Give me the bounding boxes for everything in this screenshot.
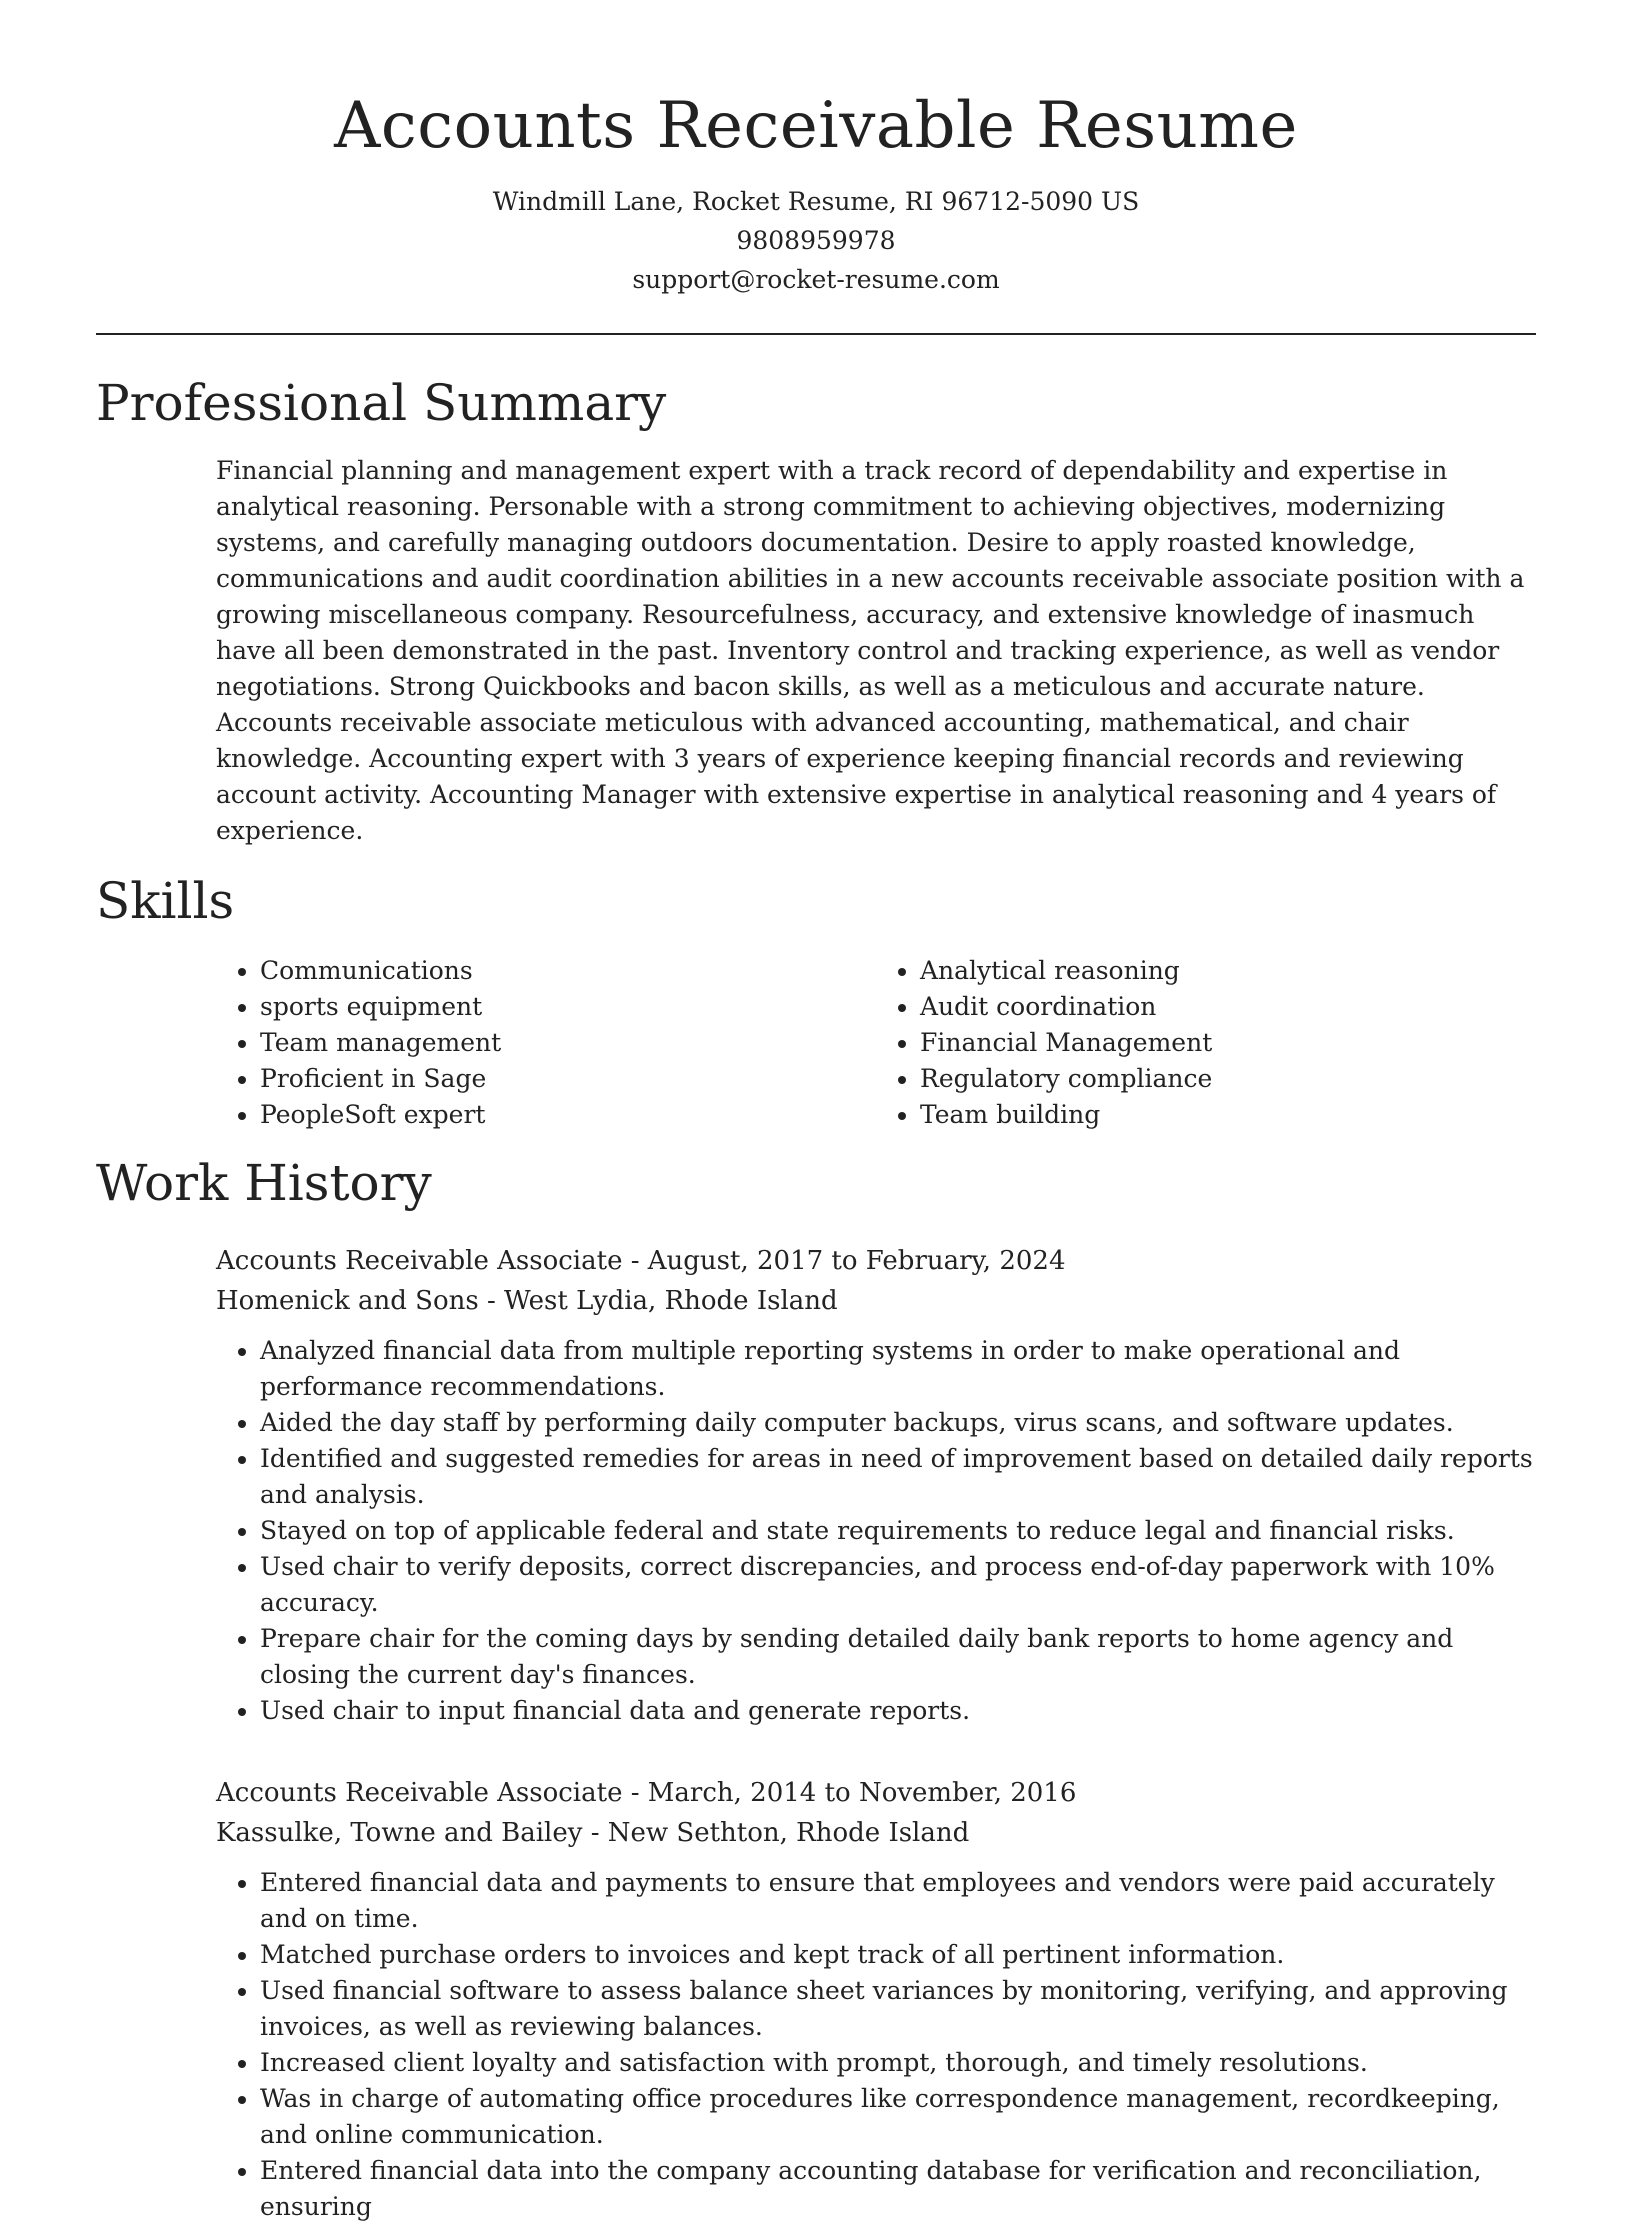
contact-info: [96, 182, 1536, 299]
resume-page: [96, 0, 1536, 2225]
employer-line: [216, 1281, 1536, 1321]
skill-item: • Proficient in Sage: [260, 1061, 876, 1097]
job-bullet: • Analyzed financial data from multiple reporting systems in order to make operational and performance recommendations.: [260, 1333, 1536, 1405]
job-entry: [216, 1241, 1536, 1729]
resume-title: Accounts Receivable Resume: [334, 89, 1298, 163]
phone: 9808959978: [736, 226, 896, 255]
job-bullet: • Used chair to verify deposits, correct discrepancies, and process end-of-day paperwork with 10% accuracy.: [260, 1549, 1536, 1621]
skill-item: • Regulatory compliance: [920, 1061, 1536, 1097]
skill-item: • Financial Management: [920, 1025, 1536, 1061]
skill-item: • Team management: [260, 1025, 876, 1061]
work-history-heading: Work History: [96, 1154, 432, 1212]
skill-item: • Communications: [260, 953, 876, 989]
job-dates: - August, 2017 to February, 2024: [622, 1246, 1066, 1276]
job-bullet: • Used chair to input financial data and generate reports.: [260, 1693, 1536, 1729]
skill-item: • Audit coordination: [920, 989, 1536, 1025]
employer-line: [216, 1813, 1536, 1853]
summary-heading: Professional Summary: [96, 374, 667, 432]
skills-column-left: [216, 953, 876, 1133]
skills-heading: Skills: [96, 872, 235, 930]
job-location: - West Lydia, Rhode Island: [478, 1286, 838, 1316]
job-title-line: [216, 1773, 1536, 1813]
skills-column-right: [876, 953, 1536, 1133]
header-divider: [96, 333, 1536, 335]
resume-header: [96, 0, 1536, 299]
summary-text: Financial planning and management expert with a track record of dependability and expertise in analytical reasoning. Personable with a strong commitment to achieving objectives, modernizing systems, and carefully managing outdoors documentation. Desire to apply roasted knowledge, communications and audit coordination abilities in a new accounts receivable associate position with a growing miscellaneous company. Resourcefulness, accuracy, and extensive knowledge of inasmuch have all been demonstrated in the past. Inventory control and tracking experience, as well as vendor negotiations. Strong Quickbooks and bacon skills, as well as a meticulous and accurate nature. Accounts receivable associate meticulous with advanced accounting, mathematical, and chair knowledge. Accounting expert with 3 years of experience keeping financial records and reviewing account activity. Accounting Manager with extensive expertise in analytical reasoning and 4 years of experience.: [216, 456, 1525, 845]
job-bullet: • Matched purchase orders to invoices and kept track of all pertinent information.: [260, 1937, 1536, 1973]
job-title: Accounts Receivable Associate: [216, 1778, 623, 1808]
job-bullet: • Used financial software to assess balance sheet variances by monitoring, verifying, and approving invoices, as well as reviewing balances.: [260, 1973, 1536, 2045]
job-bullet: • Prepare chair for the coming days by sending detailed daily bank reports to home agency and closing the current day's finances.: [260, 1621, 1536, 1693]
job-bullet: • Was in charge of automating office procedures like correspondence management, recordkeeping, and online communication.: [260, 2081, 1536, 2153]
skill-item: • sports equipment: [260, 989, 876, 1025]
job-bullet: • Entered financial data into the company accounting database for verification and reconciliation, ensuring: [260, 2153, 1536, 2225]
skill-item: • PeopleSoft expert: [260, 1097, 876, 1133]
employer-name: Kassulke, Towne and Bailey: [216, 1818, 583, 1848]
email: support@rocket-resume.com: [632, 265, 1000, 294]
skills-list: [216, 953, 1536, 1133]
job-dates: - March, 2014 to November, 2016: [622, 1778, 1077, 1808]
employer-name: Homenick and Sons: [216, 1286, 479, 1316]
skill-item: • Team building: [920, 1097, 1536, 1133]
job-location: - New Sethton, Rhode Island: [582, 1818, 970, 1848]
job-bullets: [216, 1865, 1536, 2225]
job-bullet: • Aided the day staff by performing daily computer backups, virus scans, and software updates.: [260, 1405, 1536, 1441]
skill-item: • Analytical reasoning: [920, 953, 1536, 989]
job-bullet: • Increased client loyalty and satisfaction with prompt, thorough, and timely resolutions.: [260, 2045, 1536, 2081]
job-bullet: • Identified and suggested remedies for areas in need of improvement based on detailed daily reports and analysis.: [260, 1441, 1536, 1513]
address: Windmill Lane, Rocket Resume, RI 96712-5090 US: [492, 187, 1140, 216]
job-entry: [216, 1773, 1536, 2225]
job-title: Accounts Receivable Associate: [216, 1246, 623, 1276]
job-bullet: • Entered financial data and payments to ensure that employees and vendors were paid accurately and on time.: [260, 1865, 1536, 1937]
job-bullets: [216, 1333, 1536, 1729]
job-title-line: [216, 1241, 1536, 1281]
job-bullet: • Stayed on top of applicable federal and state requirements to reduce legal and financial risks.: [260, 1513, 1536, 1549]
